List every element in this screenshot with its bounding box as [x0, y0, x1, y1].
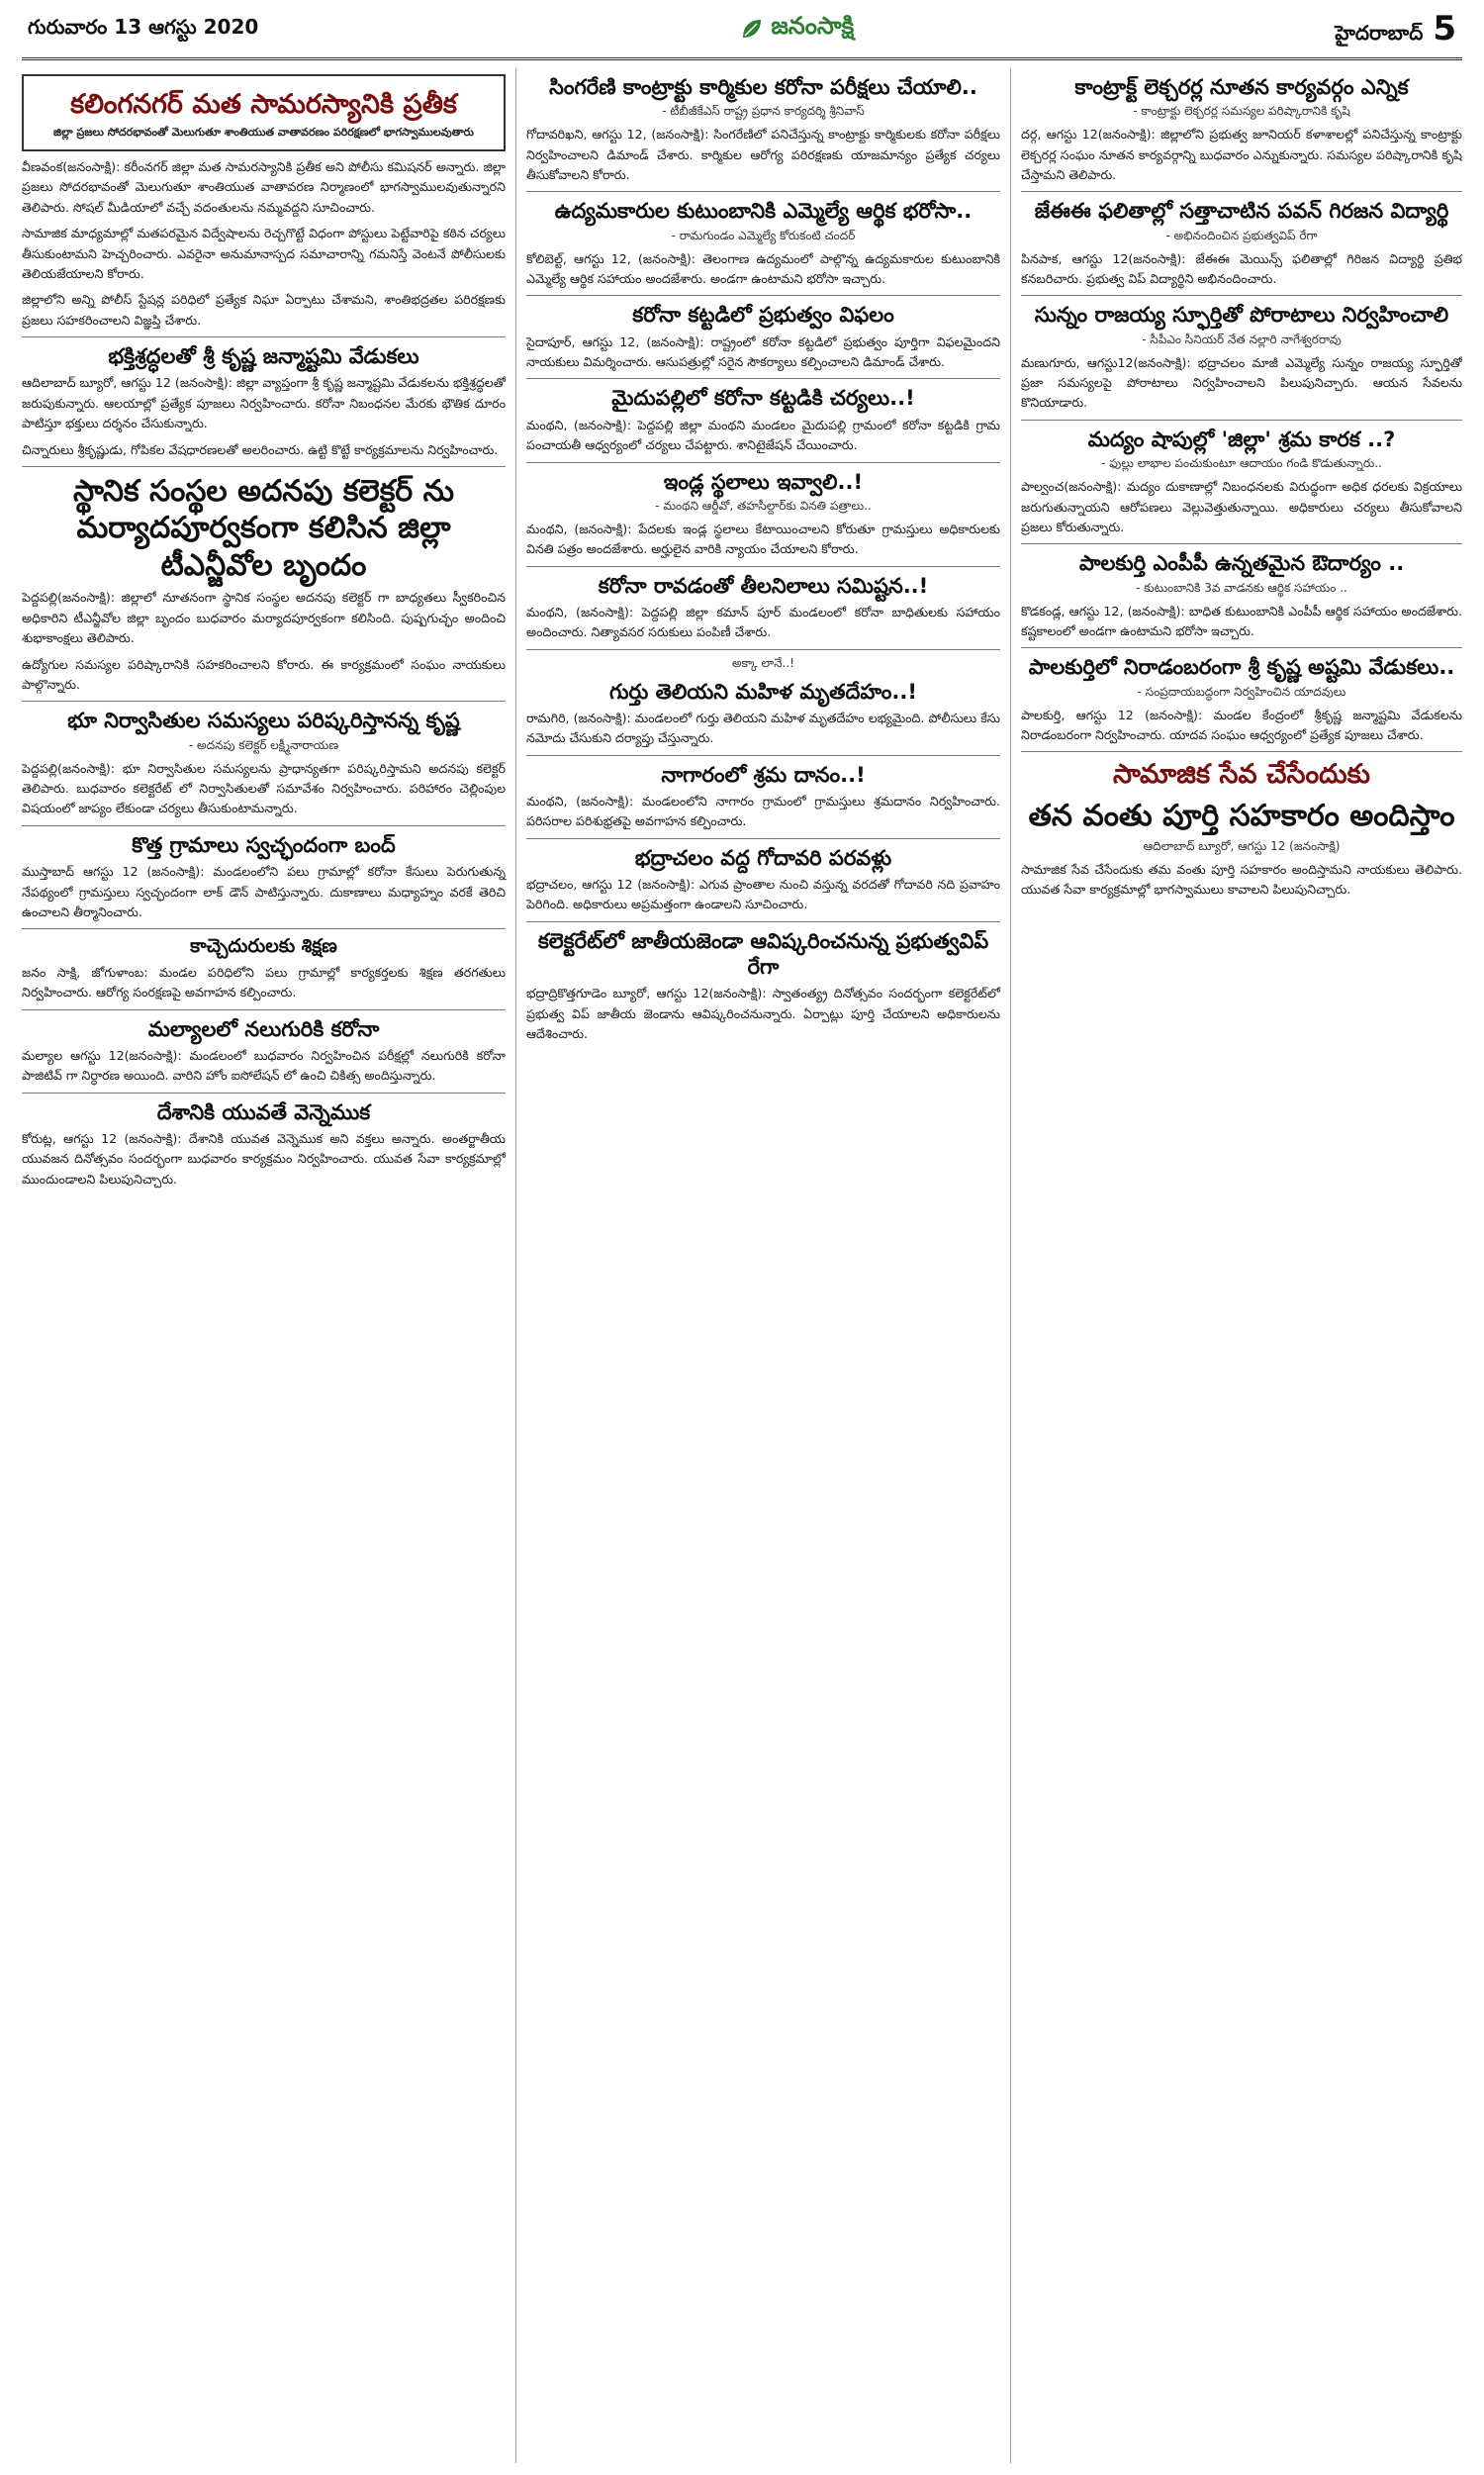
headline: కొత్త గ్రామాలు స్వచ్ఛందంగా బంద్	[132, 832, 396, 857]
headline: కరోనా రావడంతో తీలనిలాలు సమిష్టన..!	[598, 573, 929, 598]
article-text: జనం సాక్షి, జోగుళాంబ: మండల పరిధిలోని పలు గ్రామాల్లో కార్యకర్తలకు శిక్షణ తరగతులు నిర్వహించారు. ఆరోగ్య సంరక్షణపై అవగాహన కల్పించారు.	[22, 965, 506, 1000]
issue-date: గురువారం 13 ఆగస్టు 2020	[28, 14, 259, 39]
headline: గుర్తు తెలియని మహిళ మృతదేహం..!	[609, 679, 917, 704]
article-text: దర్గ, ఆగస్టు 12(జనంసాక్షి): జిల్లాలోని ప్రభుత్వ జూనియర్ కళాశాలల్లో పనిచేస్తున్న కాంట్రాక్టు లెక్చరర్ల సంఘం నూతన కార్యవర్గాన్ని బుధవారం ఎన్నుకున్నారు. సమస్యల పరిష్కారానికి కృషి చేస్తామని తెలిపారు.	[1021, 127, 1462, 183]
byline: - ఫుల్లు లాభాల పంచుకుంటూ ఆదాయం గండి కొడుతున్నారు..	[1101, 456, 1382, 471]
byline: - అదనపు కలెక్టర్ లక్ష్మీనారాయణ	[188, 737, 339, 752]
column-middle	[516, 68, 1011, 2463]
kicker: అక్కా లానే..!	[732, 655, 794, 670]
headline: ఉద్యమకారుల కుటుంబానికి ఎమ్మెల్యే ఆర్థిక భరోసా..	[554, 199, 973, 224]
headline: భక్తిశ్రద్ధలతో శ్రీ కృష్ణ జన్మాష్టమి వేడుకలు	[108, 344, 419, 369]
divider	[22, 1093, 506, 1094]
column-left	[22, 68, 516, 2463]
divider	[526, 378, 1000, 379]
article-text: రామగిరి, (జనంసాక్షి): మండలంలో గుర్తు తెలియని మహిళ మృతదేహం లభ్యమైంది. పోలీసులు కేసు నమోదు చేసుకుని దర్యాప్తు చేస్తున్నారు.	[526, 710, 1000, 746]
divider	[22, 466, 506, 467]
divider	[526, 755, 1000, 756]
headline: సింగరేణి కాంట్రాక్టు కార్మికుల కరోనా పరీక్షలు చేయాలి..	[549, 75, 977, 99]
article-text: భద్రాద్రికొత్తగూడెం బ్యూరో, ఆగస్టు 12(జనంసాక్షి): స్వాతంత్య్ర దినోత్సవం సందర్భంగా కలెక్టరేట్‌లో ప్రభుత్వ విప్ జాతీయ జెండాను ఆవిష్కరించనున్నారు. ఏర్పాట్లు పూర్తి చేయాలని అధికారులను ఆదేశించారు.	[526, 986, 1000, 1041]
article-text: కోరుట్ల, ఆగస్టు 12 (జనంసాక్షి): దేశానికి యువత వెన్నెముక అని వక్తలు అన్నారు. అంతర్జాతీయ యువజన దినోత్సవం సందర్భంగా బుధవారం కార్యక్రమం నిర్వహించారు. యువత సేవా కార్యక్రమాల్లో ముందుండాలని పిలుపునిచ్చారు.	[22, 1131, 506, 1187]
subheadline: జిల్లా ప్రజలు సోదరభావంతో మెలుగుతూ శాంతియుత వాతావరణం పరిరక్షణలో భాగస్వాములవుతారు	[53, 125, 474, 139]
headline: కాంట్రాక్ట్ లెక్చరర్ల నూతన కార్యవర్గం ఎన్నిక	[1074, 75, 1409, 99]
article-text: భద్రాచలం, ఆగస్టు 12 (జనంసాక్షి): ఎగువ ప్రాంతాల నుంచి వస్తున్న వరదతో గోదావరి నది ప్రవాహం పెరిగింది. అధికారులు అప్రమత్తంగా ఉండాలని సూచించారు.	[526, 876, 1000, 912]
edition-info	[1335, 9, 1456, 49]
byline: - కుటుంబానికి 3వ వాడనకు ఆర్థిక సహాయం ..	[1136, 580, 1347, 595]
article-text: వీణవంక(జనంసాక్షి): కరీంనగర్ జిల్లా మత సామరస్యానికి ప్రతీక అని పోలీసు కమిషనర్ అన్నారు. జిల్లా ప్రజలు సోదరభావంతో మెలుగుతూ శాంతియుత వాతావరణ నిర్మాణంలో భాగస్వాములవుతున్నారని తెలిపారు. సోషల్ మీడియాలో వచ్చే వదంతులను నమ్మవద్దని సూచించారు.	[22, 159, 506, 215]
byline: - సంప్రదాయబద్ధంగా నిర్వహించిన యాదవులు	[1137, 684, 1346, 699]
byline: ఆదిలాబాద్ బ్యూరో, ఆగస్టు 12 (జనంసాక్షి)	[1143, 838, 1341, 853]
article-text: సైదాపూర్, ఆగస్టు 12, (జనంసాక్షి): రాష్ట్రంలో కరోనా కట్టడిలో ప్రభుత్వం పూర్తిగా విఫలమైందని నాయకులు విమర్శించారు. ఆసుపత్రుల్లో సరైన సౌకర్యాలు కల్పించాలని డిమాండ్ చేశారు.	[526, 333, 1000, 370]
divider	[1021, 420, 1462, 421]
headline: భూ నిర్వాసితుల సమస్యలు పరిష్కరిస్తానన్న కృష్ణ	[67, 709, 460, 733]
divider	[1021, 647, 1462, 648]
headline: దేశానికి యువతే వెన్నెముక	[156, 1099, 371, 1124]
divider	[22, 928, 506, 929]
headline: కలింగనగర్ మత సామరస్యానికి ప్రతీక	[70, 89, 457, 120]
article-text: మణుగూరు, ఆగస్టు12(జనంసాక్షి): భద్రాచలం మాజీ ఎమ్మెల్యే సున్నం రాజయ్య స్ఫూర్తితో ప్రజా సమస్యలపై పోరాటాలు నిర్వహించాలని పిలుపునిచ్చారు. ఆయన సేవలను కొనియాడారు.	[1021, 354, 1462, 411]
article-text: కోలిబెల్ట్, ఆగస్టు 12, (జనంసాక్షి): తెలంగాణ ఉద్యమంలో పాల్గొన్న ఉద్యమకారుల కుటుంబానికి ఎమ్మెల్యే ఆర్థిక సహాయం అందజేశారు. అండగా ఉంటామని భరోసా ఇచ్చారు.	[526, 250, 1000, 287]
divider	[526, 462, 1000, 463]
headline: కలెక్టరేట్‌లో జాతీయజెండా ఆవిష్కరించనున్న ప్రభుత్వవిప్ రేగా	[537, 928, 989, 979]
headline: మద్యం షాపుల్లో 'జిల్లా' శ్రమ కారక ..?	[1087, 427, 1396, 451]
divider	[526, 295, 1000, 296]
article-text: సామాజిక సేవ చేసేందుకు తమ వంతు పూర్తి సహకారం అందిస్తామని నాయకులు తెలిపారు. యువత సేవా కార్యక్రమాల్లో భాగస్వాములు కావాలని పిలుపునిచ్చారు.	[1021, 861, 1462, 897]
article-text: సామాజిక మాధ్యమాల్లో మతపరమైన విద్వేషాలను రెచ్చగొట్టే విధంగా పోస్టులు పెట్టేవారిపై కఠిన చర్యలు తీసుకుంటామని హెచ్చరించారు. ఎవరైనా అనుమానాస్పద సమాచారాన్ని గమనిస్తే వెంటనే పోలీసులకు తెలియజేయాలని కోరారు.	[22, 226, 506, 281]
divider	[526, 566, 1000, 567]
logo-text: జనంసాక్షి	[771, 12, 855, 40]
byline: - కాంట్రాక్టు లెక్చరర్ల సమస్యల పరిష్కారానికి కృషి	[1133, 104, 1350, 119]
headline: సున్నం రాజయ్య స్ఫూర్తితో పోరాటాలు నిర్వహించాలి	[1034, 303, 1449, 328]
kicker: సామాజిక సేవ చేసేందుకు	[1112, 759, 1371, 791]
article-text: పెద్దపల్లి(జనంసాక్షి): జిల్లాలో నూతనంగా స్థానిక సంస్థల అదనపు కలెక్టర్ గా బాధ్యతలు స్వీకరించిన అధికారిని టీఎన్జీవోల జిల్లా బృందం బుధవారం మర్యాదపూర్వకంగా కలిసింది. పుష్పగుచ్ఛం అందించి శుభాకాంక్షలు తెలిపారు.	[22, 590, 506, 646]
divider	[22, 336, 506, 337]
article-text: ఉద్యోగుల సమస్యల పరిష్కారానికి సహకరించాలని కోరారు. ఈ కార్యక్రమంలో సంఘం నాయకులు పాల్గొన్నారు.	[22, 656, 506, 693]
divider	[22, 1009, 506, 1010]
headline: ఇండ్ల స్థలాలు ఇవ్వాలి..!	[663, 469, 864, 494]
article-text: మంథని, (జనంసాక్షి): పేదలకు ఇండ్ల స్థలాలు కేటాయించాలని కోరుతూ గ్రామస్తులు అధికారులకు వినతి పత్రం అందజేశారు. అర్హులైన వారికి న్యాయం చేయాలని కోరారు.	[526, 521, 1000, 557]
article-text: మల్యాల ఆగస్టు 12(జనంసాక్షి): మండలంలో బుధవారం నిర్వహించిన పరీక్షల్లో నలుగురికి కరోనా పాజిటివ్ గా నిర్ధారణ అయింది. వారిని హోం ఐసోలేషన్ లో ఉంచి చికిత్స అందిస్తున్నారు.	[22, 1048, 506, 1084]
article-text: మంథని, (జనంసాక్షి): పెద్దపల్లి జిల్లా మంథని మండలం మైదుపల్లి గ్రామంలో కరోనా కట్టడికి గ్రామ పంచాయతీ ఆధ్వర్యంలో చర్యలు చేపట్టారు. శానిటైజేషన్ చేయించారు.	[526, 417, 1000, 453]
article-text: గోదావరిఖని, ఆగస్టు 12, (జనంసాక్షి): సింగరేణిలో పనిచేస్తున్న కాంట్రాక్టు కార్మికులకు కరోనా పరీక్షలు నిర్వహించాలని డిమాండ్ చేశారు. కార్మికుల ఆరోగ్య పరిరక్షణకు యాజమాన్యం ప్రత్యేక చర్యలు తీసుకోవాలని కోరారు.	[526, 127, 1000, 183]
byline: - సీపీఎం సీనియర్ నేత నల్లారి నాగేశ్వరరావు	[1142, 332, 1342, 346]
leaf-icon	[739, 16, 765, 42]
headline: స్థానిక సంస్థల అదనపు కలెక్టర్ ను మర్యాదపూర్వకంగా కలిసిన జిల్లా టీఎన్జీవోల బృందం	[72, 473, 455, 583]
divider	[526, 191, 1000, 192]
divider	[526, 649, 1000, 650]
divider	[22, 825, 506, 826]
headline: పాలకుర్తిలో నిరాడంబరంగా శ్రీ కృష్ణ అష్టమి వేడుకలు..	[1028, 655, 1455, 680]
divider	[1021, 191, 1462, 192]
headline: భద్రాచలం వద్ద గోదావరి పరవళ్లు	[634, 845, 892, 870]
newspaper-logo[interactable]	[739, 12, 854, 46]
headline: మల్యాలలో నలుగురికి కరోనా	[147, 1016, 380, 1041]
divider	[1021, 751, 1462, 752]
edition-city: హైదరాబాద్	[1335, 20, 1424, 45]
article-text: పినపాక, ఆగస్టు 12(జనంసాక్షి): జేఈఈ మెయిన్స్ ఫలితాల్లో గిరిజన విద్యార్థి ప్రతిభ కనబరిచారు. ప్రభుత్వ విప్ విద్యార్థిని అభినందించారు.	[1021, 250, 1462, 287]
article-text: పెద్దపల్లి(జనంసాక్షి): భూ నిర్వాసితుల సమస్యలను ప్రాధాన్యతగా పరిష్కరిస్తామని అదనపు కలెక్టర్ తెలిపారు. బుధవారం కలెక్టరేట్ లో నిర్వాసితులతో సమావేశం నిర్వహించారు. పరిహారం చెల్లింపుల విషయంలో జాప్యం లేకుండా చర్యలు తీసుకుంటామన్నారు.	[22, 760, 506, 816]
headline: తన వంతు పూర్తి సహకారం అందిస్తాం	[1028, 799, 1455, 834]
byline: - అభినందించిన ప్రభుత్వవిప్ రేగా	[1165, 228, 1318, 242]
article-text: ముస్తాబాద్ ఆగస్టు 12 (జనంసాక్షి): మండలంలోని పలు గ్రామాల్లో కరోనా కేసులు పెరుగుతున్న నేపథ్యంలో గ్రామస్తులు స్వచ్ఛందంగా లాక్ డౌన్ పాటిస్తున్నారు. దుకాణాలు మధ్యాహ్నం వరకే తెరిచి ఉంచాలని తీర్మానించారు.	[22, 864, 506, 919]
article-text: పాల్వంచ(జనంసాక్షి): మద్యం దుకాణాల్లో నిబంధనలకు విరుద్ధంగా అధిక ధరలకు విక్రయాలు జరుగుతున్నాయని ఆరోపణలు వెల్లువెత్తుతున్నాయి. అధికారులు చర్యలు తీసుకోవాలని ప్రజలు కోరుతున్నారు.	[1021, 479, 1462, 534]
article-text: ఆదిలాబాద్ బ్యూరో, ఆగస్టు 12 (జనంసాక్షి): జిల్లా వ్యాప్తంగా శ్రీ కృష్ణ జన్మాష్టమి వేడుకలను భక్తిశ్రద్ధలతో జరుపుకున్నారు. ఆలయాల్లో ప్రత్యేక పూజలు నిర్వహించారు. కరోనా నిబంధనల మేరకు భౌతిక దూరం పాటిస్తూ భక్తులు దర్శనం చేసుకున్నారు.	[22, 375, 506, 431]
article-box	[22, 74, 506, 151]
headline: మైదుపల్లిలో కరోనా కట్టడికి చర్యలు..!	[611, 386, 915, 411]
divider	[1021, 295, 1462, 296]
divider	[526, 838, 1000, 839]
divider	[526, 921, 1000, 922]
byline: - టీబీజీకేఎస్ రాష్ట్ర ప్రధాన కార్యదర్శి శ్రీనివాస్	[662, 104, 865, 119]
article-text: చిన్నారులు శ్రీకృష్ణుడు, గోపికల వేషధారణలతో అలరించారు. ఉట్టి కొట్టే కార్యక్రమాలను నిర్వహించారు.	[22, 441, 499, 457]
article-text: మంథని, (జనంసాక్షి): మండలంలోని నాగారం గ్రామంలో గ్రామస్తులు శ్రమదానం నిర్వహించారు. పరిసరాల పరిశుభ్రతపై అవగాహన కల్పించారు.	[526, 793, 1000, 829]
masthead	[22, 0, 1462, 60]
article-text: పాలకుర్తి, ఆగస్టు 12 (జనంసాక్షి): మండల కేంద్రంలో శ్రీకృష్ణ జన్మాష్టమి వేడుకలను నిరాడంబరంగా నిర్వహించారు. యాదవ సంఘం ఆధ్వర్యంలో ప్రత్యేక పూజలు చేశారు.	[1021, 707, 1462, 742]
headline: కాచ్చెదురులకు శిక్షణ	[190, 935, 337, 958]
page-number: 5	[1433, 8, 1456, 48]
headline: కరోనా కట్టడిలో ప్రభుత్వం విఫలం	[632, 303, 894, 328]
divider	[1021, 543, 1462, 544]
article-text: జిల్లాలోని అన్ని పోలీస్ స్టేషన్ల పరిధిలో ప్రత్యేక నిఘా ఏర్పాటు చేశామని, శాంతిభద్రతల పరిరక్షణకు ప్రజలు సహకరించాలని విజ్ఞప్తి చేశారు.	[22, 292, 506, 328]
headline: పాలకుర్తి ఎంపీపీ ఉన్నతమైన ఔదార్యం ..	[1078, 551, 1405, 576]
byline: - మంథని ఆర్డీవో, తహసీల్దార్‌కు వినతి పత్రాలు..	[655, 498, 872, 513]
headline: జేఈఈ ఫలితాల్లో సత్తాచాటిన పవన్ గిరజన విద్యార్థి	[1034, 199, 1449, 224]
article-text: మంథని, (జనంసాక్షి): పెద్దపల్లి జిల్లా కమాన్ పూర్ మండలంలో కరోనా బాధితులకు సహాయం అందించారు. నిత్యావసర సరుకులు పంపిణీ చేశారు.	[526, 604, 1000, 640]
article-text: కొడకండ్ల, ఆగస్టు 12, (జనంసాక్షి): బాధిత కుటుంబానికి ఎంపీపీ ఆర్థిక సహాయం అందజేశారు. కష్టకాలంలో అండగా ఉంటామని భరోసా ఇచ్చారు.	[1021, 603, 1462, 638]
column-right	[1011, 68, 1462, 2463]
byline: - రామగుండం ఎమ్మెల్యే కోరుకంటి చందర్	[671, 228, 856, 242]
divider	[22, 701, 506, 702]
headline: నాగారంలో శ్రమ దానం..!	[661, 762, 866, 787]
